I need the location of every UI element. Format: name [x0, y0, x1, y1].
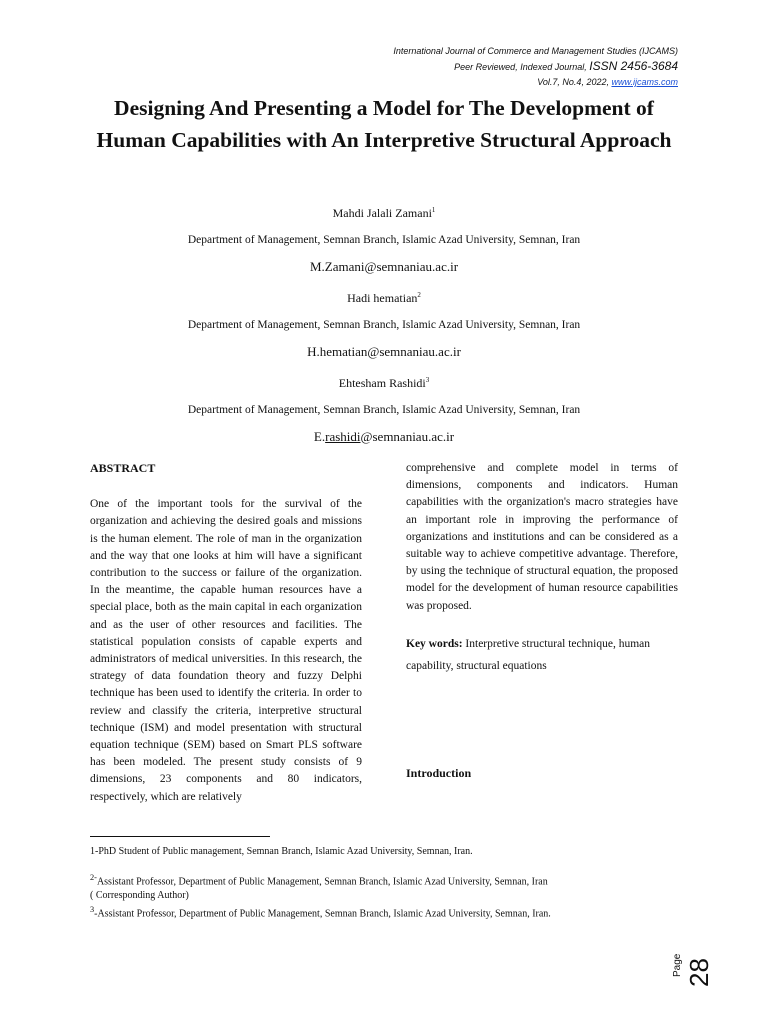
journal-website-link[interactable]: www.ijcams.com: [611, 77, 678, 87]
paper-title: Designing And Presenting a Model for The Development of Human Capabilities with An Interpretive Structural Approach: [96, 96, 672, 152]
footnote-2-corresponding: ( Corresponding Author): [90, 890, 189, 902]
abstract-text-right: comprehensive and complete model in terms of dimensions, components and indicators. Human capabilities with the organization's macro strategies have an important role in improving the performance of organizations and institutions and can be considered as a suitable way to achieve competitive advantage. Therefore, by using the technique of structural equation, the proposed model for the development of human resource capabilities was proposed.: [406, 462, 678, 612]
abstract-left-column: [90, 460, 362, 806]
keywords-label: Key words:: [406, 637, 463, 650]
journal-header: [258, 44, 678, 90]
journal-review-line: [258, 59, 678, 75]
keywords: [406, 633, 678, 677]
author-1-affiliation: Department of Management, Semnan Branch, Islamic Azad University, Semnan, Iran: [187, 234, 581, 246]
author-3-email: E.rashidi@semnaniau.ac.ir: [313, 429, 455, 444]
journal-volume-line: [258, 75, 678, 90]
abstract-text-left: One of the important tools for the survival of the organization and achieving the desired goals and missions is the human element. The role of man in the organization and the way that one looks at him will have a significant contribution to the success or failure of the organization. In the meantime, the capable human resources have a special place, both as the main capital in each organization and as the user of other resources and facilities. The statistical population consists of capable experts and administrators of medical universities. In this research, the strategy of data foundation theory and fuzzy Delphi technique has been used to identify the criteria. In order to review and classify the criteria, interpretive structural technique (ISM) and model presentation with structural equation technique (SEM) based on Smart PLS software has been modeled. The present study consists of 9 dimensions, 23 components and 80 indicators, respectively, which are relatively: [90, 498, 362, 803]
author-2-affiliation: Department of Management, Semnan Branch, Islamic Azad University, Semnan, Iran: [187, 319, 581, 331]
page-number: [670, 935, 718, 995]
journal-issn: ISSN 2456-3684: [589, 59, 678, 73]
author-block: [80, 201, 688, 456]
footnote-1: 1-PhD Student of Public management, Semnan Branch, Islamic Azad University, Semnan, Iran.: [90, 846, 473, 857]
page-number-value: 28: [684, 958, 714, 987]
author-1-name: Mahdi Jalali Zamani$^1$: [332, 206, 436, 220]
footnote-3: $^3$-Assistant Professor, Department of Public Management, Semnan Branch, Islamic Azad University, Semnan, Iran.: [90, 905, 551, 920]
introduction-heading: Introduction: [406, 766, 472, 780]
author-1-email: M.Zamani@semnaniau.ac.ir: [309, 259, 459, 274]
footnotes: [90, 846, 690, 935]
journal-name: International Journal of Commerce and Management Studies (IJCAMS): [393, 46, 678, 56]
author-3-name: Ehtesham Rashidi$^3$: [338, 376, 430, 390]
page-number-word: Page: [672, 953, 683, 977]
abstract-right-column: [406, 460, 678, 677]
journal-review-prefix: Peer Reviewed, Indexed Journal,: [454, 62, 587, 72]
keywords-text: Interpretive structural technique, human capability, structural equations: [406, 637, 650, 672]
footnote-2: $^{2-}$Assistant Professor, Department of Public Management, Semnan Branch, Islamic Azad University, Semnan, Iran: [90, 873, 548, 888]
journal-volume: Vol.7, No.4, 2022,: [537, 77, 609, 87]
abstract-heading: ABSTRACT: [90, 461, 156, 475]
footnote-divider: [90, 836, 270, 837]
author-2-name: Hadi hematian$^2$: [347, 291, 421, 305]
author-3-affiliation: Department of Management, Semnan Branch, Islamic Azad University, Semnan, Iran: [187, 404, 581, 416]
author-2-email: H.hematian@semnaniau.ac.ir: [307, 344, 461, 359]
